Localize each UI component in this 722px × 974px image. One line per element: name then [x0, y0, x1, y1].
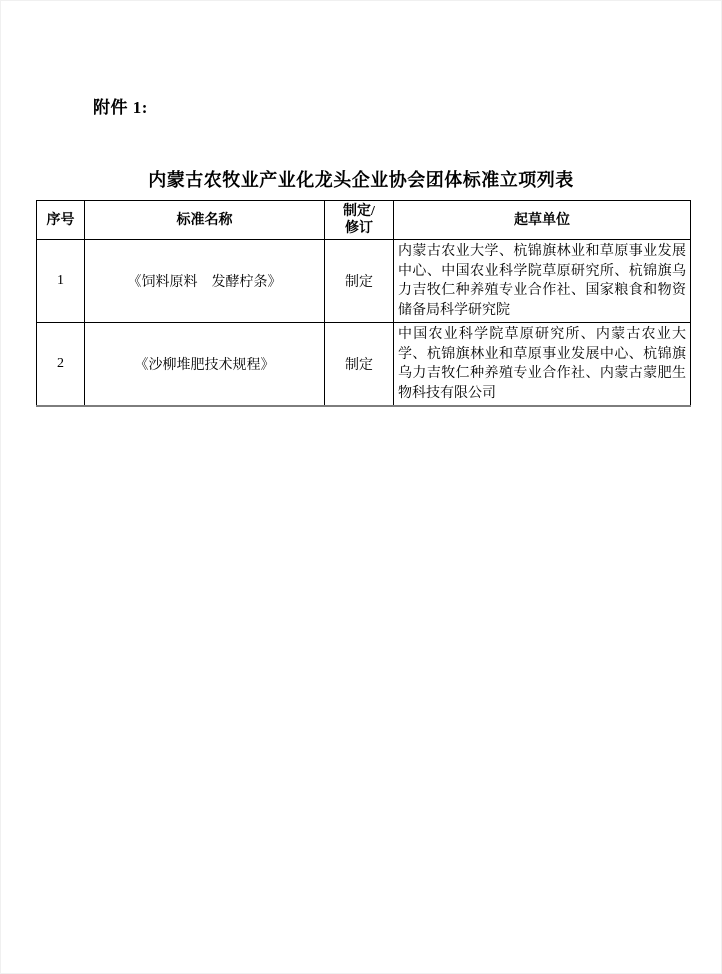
standards-table	[36, 200, 691, 407]
column-header-action-line1: 制定/	[343, 204, 375, 219]
table-row	[37, 240, 691, 323]
page-title: 内蒙古农牧业产业化龙头企业协会团体标准立项列表	[148, 170, 574, 190]
column-header-drafters: 起草单位	[394, 201, 691, 240]
column-header-action-line2: 修订	[345, 221, 373, 236]
row-index: 2	[37, 323, 85, 407]
column-header-standard-name: 标准名称	[85, 201, 325, 240]
drafting-units: 内蒙古农业大学、杭锦旗林业和草原事业发展中心、中国农业科学院草原研究所、杭锦旗乌力吉牧仁种养殖专业合作社、国家粮食和物资储备局科学研究院	[394, 240, 691, 323]
drafting-units: 中国农业科学院草原研究所、内蒙古农业大学、杭锦旗林业和草原事业发展中心、杭锦旗乌力吉牧仁种养殖专业合作社、内蒙古蒙肥生物科技有限公司	[394, 323, 691, 407]
column-header-index: 序号	[37, 201, 85, 240]
column-header-action	[325, 201, 394, 240]
table-row	[37, 323, 691, 407]
standard-name: 《饲料原料 发酵柠条》	[85, 240, 325, 323]
row-index: 1	[37, 240, 85, 323]
action-type: 制定	[325, 323, 394, 407]
standard-name: 《沙柳堆肥技术规程》	[85, 323, 325, 407]
action-type: 制定	[325, 240, 394, 323]
table-header-row	[37, 201, 691, 240]
attachment-label: 附件 1:	[93, 98, 148, 117]
